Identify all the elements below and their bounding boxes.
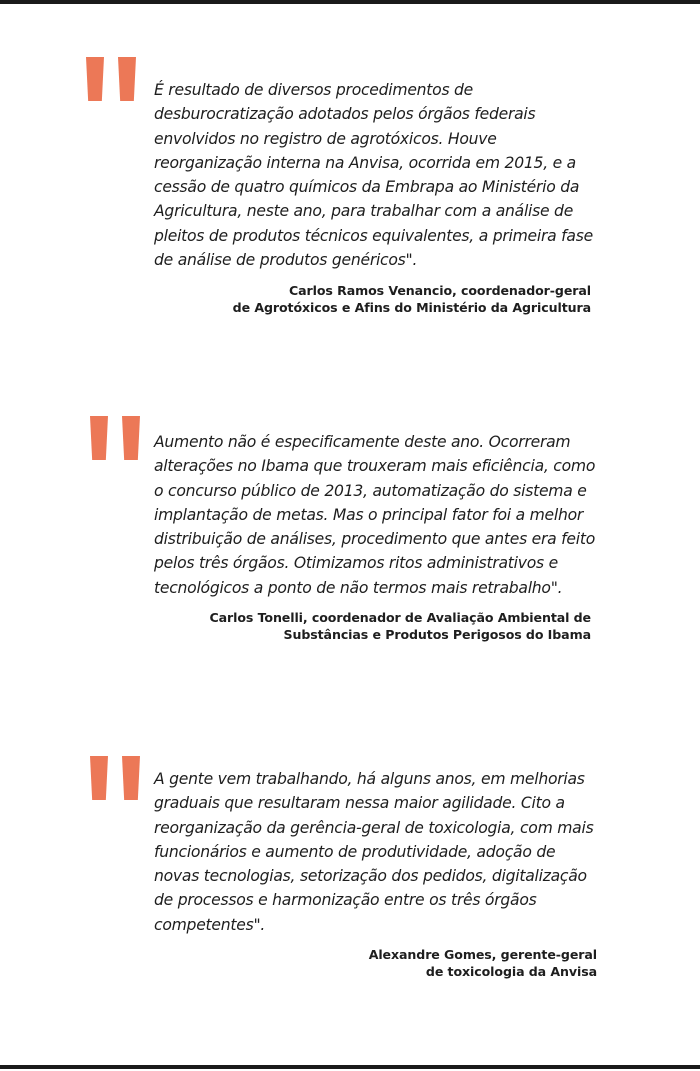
quote-line: distribuição de análises, procedimento que antes era feito: [154, 530, 595, 549]
quote-line: pelos três órgãos. Otimizamos ritos administrativos e: [154, 554, 558, 573]
top-rule: [0, 0, 700, 4]
quote-line: competentes".: [154, 915, 266, 934]
quote-line: de processos e harmonização entre os três órgãos: [154, 891, 537, 910]
attribution-line: de toxicologia da Anvisa: [425, 964, 597, 979]
quote-line: A gente vem trabalhando, há alguns anos, em melhorias: [154, 770, 585, 788]
quote-line: reorganização da gerência-geral de toxicologia, com mais: [154, 818, 594, 837]
bottom-rule: [0, 1065, 700, 1069]
quote-text: [154, 78, 614, 272]
quote-line: tecnológicos a ponto de não termos mais retrabalho".: [154, 578, 563, 597]
attribution-line: Carlos Ramos Venancio, coordenador-geral: [289, 283, 591, 298]
quote-mark-icon: [90, 756, 140, 800]
quote-line: pleitos de produtos técnicos equivalentes, a primeira fase: [154, 226, 593, 245]
quote-line: reorganização interna na Anvisa, ocorrida em 2015, e a: [154, 153, 576, 172]
quote-text: [154, 430, 614, 600]
quote-attribution: [369, 946, 597, 980]
quote-line: envolvidos no registro de agrotóxicos. Houve: [154, 129, 497, 148]
attribution-line: Alexandre Gomes, gerente-geral: [368, 947, 597, 962]
quote-line: funcionários e aumento de produtividade, adoção de: [154, 842, 556, 861]
quote-line: Aumento não é especificamente deste ano. Ocorreram: [154, 433, 571, 451]
quote-line: desburocratização adotados pelos órgãos federais: [154, 105, 536, 124]
quote-line: cessão de quatro químicos da Embrapa ao Ministério da: [154, 178, 580, 197]
quote-attribution: [209, 609, 591, 643]
attribution-line: Carlos Tonelli, coordenador de Avaliação Ambiental de: [209, 610, 591, 625]
quote-line: implantação de metas. Mas o principal fator foi a melhor: [154, 505, 584, 524]
attribution-line: Substâncias e Produtos Perigosos do Ibama: [283, 627, 591, 642]
quote-line: o concurso público de 2013, automatização do sistema e: [154, 481, 587, 500]
quote-mark-icon: [90, 416, 140, 460]
quote-attribution: [233, 282, 591, 316]
quote-line: É resultado de diversos procedimentos de: [154, 81, 474, 99]
quote-mark-icon: [86, 57, 136, 101]
quote-line: graduais que resultaram nessa maior agilidade. Cito a: [154, 794, 565, 813]
quote-line: Agricultura, neste ano, para trabalhar com a análise de: [154, 202, 574, 221]
quote-text: [154, 767, 614, 937]
quote-line: de análise de produtos genéricos".: [154, 251, 418, 270]
attribution-line: de Agrotóxicos e Afins do Ministério da Agricultura: [232, 300, 591, 315]
quote-line: novas tecnologias, setorização dos pedidos, digitalização: [154, 867, 587, 886]
quote-line: alterações no Ibama que trouxeram mais eficiência, como: [154, 457, 596, 476]
